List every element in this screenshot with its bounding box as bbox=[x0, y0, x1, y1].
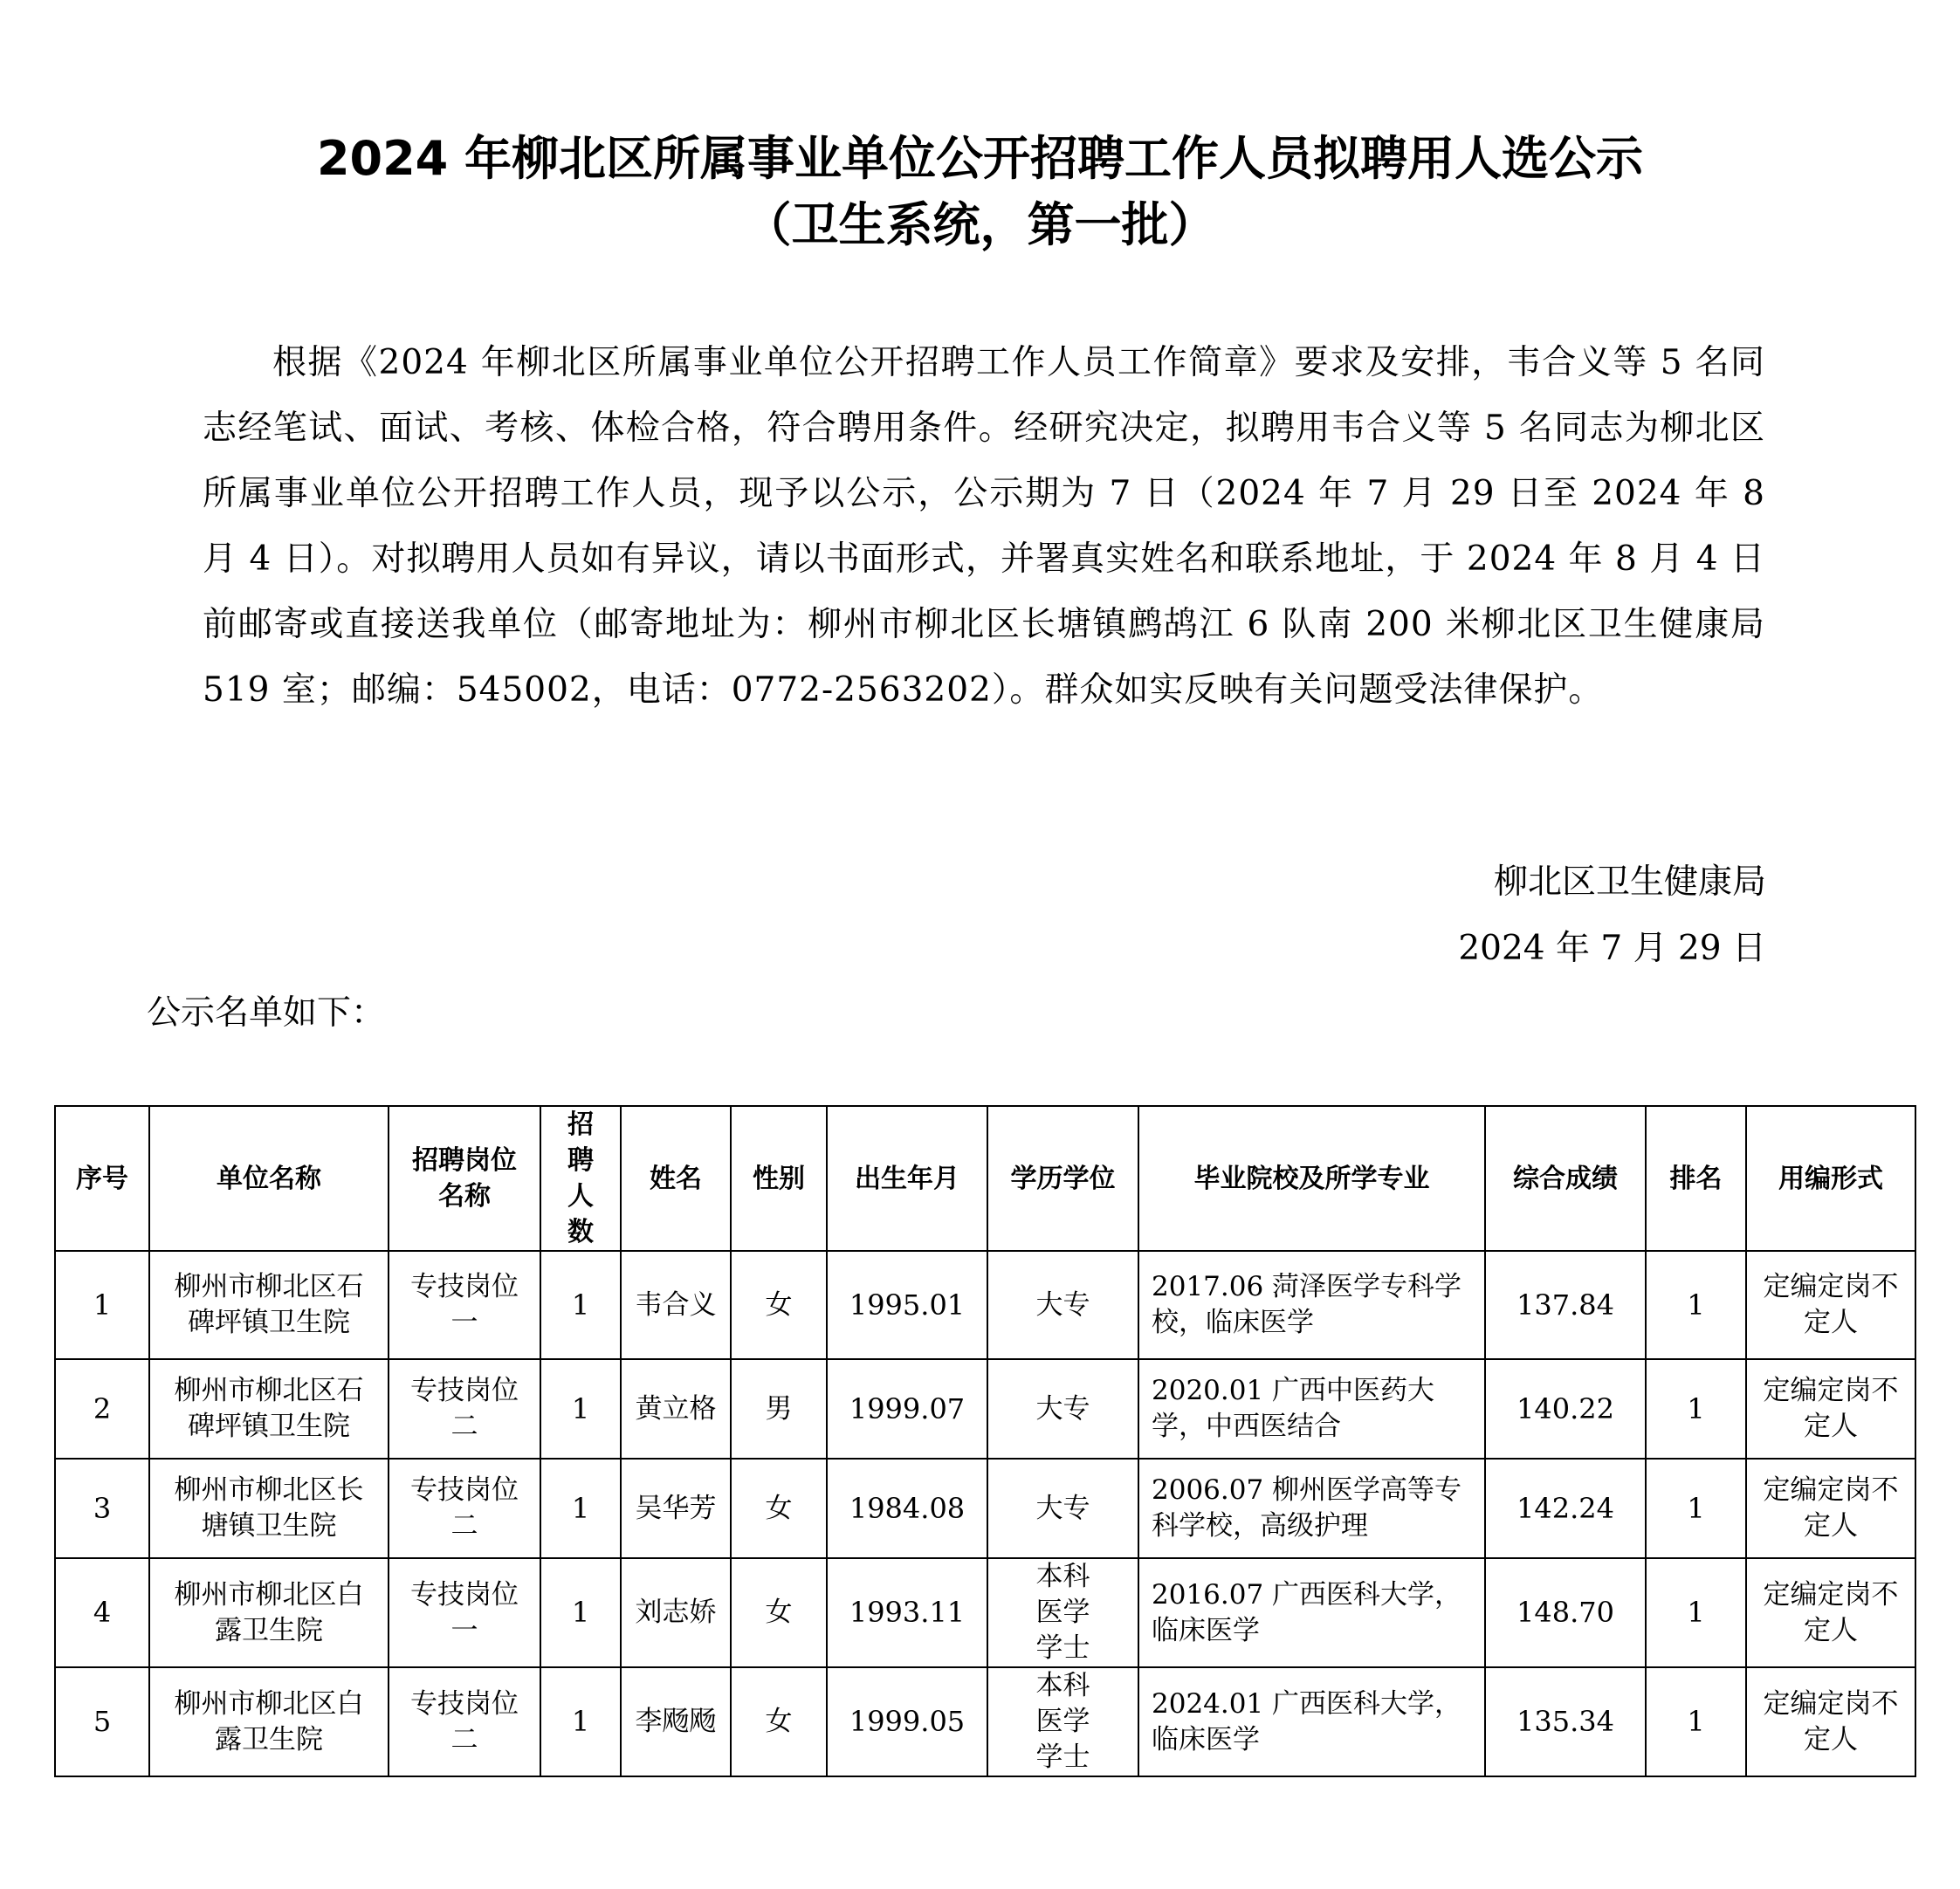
cell-staffing: 定编定岗不定人 bbox=[1746, 1251, 1915, 1359]
cell-gender: 男 bbox=[731, 1359, 827, 1459]
header-rank: 排名 bbox=[1646, 1106, 1746, 1251]
cell-name: 刘志娇 bbox=[621, 1558, 731, 1667]
cell-position: 专技岗位一 bbox=[389, 1558, 540, 1667]
cell-position: 专技岗位二 bbox=[389, 1459, 540, 1558]
cell-gender: 女 bbox=[731, 1558, 827, 1667]
list-intro: 公示名单如下： bbox=[147, 993, 386, 1033]
cell-birth: 1999.07 bbox=[827, 1359, 987, 1459]
cell-score: 148.70 bbox=[1485, 1558, 1646, 1667]
header-staffing: 用编形式 bbox=[1746, 1106, 1915, 1251]
header-unit: 单位名称 bbox=[149, 1106, 389, 1251]
cell-staffing: 定编定岗不定人 bbox=[1746, 1359, 1915, 1459]
header-score: 综合成绩 bbox=[1485, 1106, 1646, 1251]
cell-index: 3 bbox=[55, 1459, 149, 1558]
cell-rank: 1 bbox=[1646, 1558, 1746, 1667]
issue-date: 2024 年 7 月 29 日 bbox=[1458, 929, 1766, 968]
cell-school-major: 2017.06 菏泽医学专科学校，临床医学 bbox=[1138, 1251, 1485, 1359]
table-row bbox=[55, 1359, 1915, 1459]
cell-headcount: 1 bbox=[540, 1459, 621, 1558]
cell-score: 140.22 bbox=[1485, 1359, 1646, 1459]
cell-birth: 1993.11 bbox=[827, 1558, 987, 1667]
cell-rank: 1 bbox=[1646, 1459, 1746, 1558]
cell-name: 李飏飏 bbox=[621, 1667, 731, 1776]
cell-staffing: 定编定岗不定人 bbox=[1746, 1558, 1915, 1667]
cell-gender: 女 bbox=[731, 1667, 827, 1776]
candidate-table bbox=[54, 1105, 1916, 1777]
cell-education: 大专 bbox=[987, 1459, 1138, 1558]
table-header-row bbox=[55, 1106, 1915, 1251]
cell-unit: 柳州市柳北区长塘镇卫生院 bbox=[149, 1459, 389, 1558]
table-row bbox=[55, 1558, 1915, 1667]
table-row bbox=[55, 1251, 1915, 1359]
issuing-organization: 柳北区卫生健康局 bbox=[1493, 862, 1766, 902]
cell-score: 142.24 bbox=[1485, 1459, 1646, 1558]
cell-index: 5 bbox=[55, 1667, 149, 1776]
table-row bbox=[55, 1459, 1915, 1558]
cell-name: 黄立格 bbox=[621, 1359, 731, 1459]
header-birth: 出生年月 bbox=[827, 1106, 987, 1251]
cell-school-major: 2020.01 广西中医药大学，中西医结合 bbox=[1138, 1359, 1485, 1459]
header-position: 招聘岗位名称 bbox=[389, 1106, 540, 1251]
page-title: 2024 年柳北区所属事业单位公开招聘工作人员拟聘用人选公示 bbox=[316, 131, 1644, 186]
cell-birth: 1995.01 bbox=[827, 1251, 987, 1359]
cell-unit: 柳州市柳北区石碑坪镇卫生院 bbox=[149, 1251, 389, 1359]
cell-position: 专技岗位二 bbox=[389, 1359, 540, 1459]
header-headcount: 招聘人数 bbox=[540, 1106, 621, 1251]
cell-education: 大专 bbox=[987, 1251, 1138, 1359]
cell-position: 专技岗位二 bbox=[389, 1667, 540, 1776]
cell-rank: 1 bbox=[1646, 1251, 1746, 1359]
cell-education: 本科医学学士 bbox=[987, 1558, 1138, 1667]
header-education: 学历学位 bbox=[987, 1106, 1138, 1251]
cell-staffing: 定编定岗不定人 bbox=[1746, 1667, 1915, 1776]
page-subtitle: （卫生系统，第一批） bbox=[744, 197, 1216, 252]
cell-birth: 1999.05 bbox=[827, 1667, 987, 1776]
cell-school-major: 2006.07 柳州医学高等专科学校，高级护理 bbox=[1138, 1459, 1485, 1558]
cell-rank: 1 bbox=[1646, 1359, 1746, 1459]
cell-unit: 柳州市柳北区白露卫生院 bbox=[149, 1667, 389, 1776]
cell-school-major: 2024.01 广西医科大学，临床医学 bbox=[1138, 1667, 1485, 1776]
cell-score: 137.84 bbox=[1485, 1251, 1646, 1359]
cell-index: 1 bbox=[55, 1251, 149, 1359]
cell-index: 4 bbox=[55, 1558, 149, 1667]
header-index: 序号 bbox=[55, 1106, 149, 1251]
cell-name: 吴华芳 bbox=[621, 1459, 731, 1558]
header-school-major: 毕业院校及所学专业 bbox=[1138, 1106, 1485, 1251]
header-gender: 性别 bbox=[731, 1106, 827, 1251]
table-row bbox=[55, 1667, 1915, 1776]
cell-unit: 柳州市柳北区白露卫生院 bbox=[149, 1558, 389, 1667]
cell-headcount: 1 bbox=[540, 1359, 621, 1459]
cell-birth: 1984.08 bbox=[827, 1459, 987, 1558]
cell-staffing: 定编定岗不定人 bbox=[1746, 1459, 1915, 1558]
cell-education: 大专 bbox=[987, 1359, 1138, 1459]
cell-headcount: 1 bbox=[540, 1251, 621, 1359]
cell-headcount: 1 bbox=[540, 1667, 621, 1776]
cell-index: 2 bbox=[55, 1359, 149, 1459]
cell-gender: 女 bbox=[731, 1251, 827, 1359]
cell-school-major: 2016.07 广西医科大学，临床医学 bbox=[1138, 1558, 1485, 1667]
cell-rank: 1 bbox=[1646, 1667, 1746, 1776]
cell-name: 韦合义 bbox=[621, 1251, 731, 1359]
cell-unit: 柳州市柳北区石碑坪镇卫生院 bbox=[149, 1359, 389, 1459]
cell-score: 135.34 bbox=[1485, 1667, 1646, 1776]
cell-position: 专技岗位一 bbox=[389, 1251, 540, 1359]
cell-education: 本科医学学士 bbox=[987, 1667, 1138, 1776]
cell-gender: 女 bbox=[731, 1459, 827, 1558]
cell-headcount: 1 bbox=[540, 1558, 621, 1667]
announcement-body: 根据《2024 年柳北区所属事业单位公开招聘工作人员工作简章》要求及安排，韦合义等 5 名同志经笔试、面试、考核、体检合格，符合聘用条件。经研究决定，拟聘用韦合义等 5 名同志为柳北区所属事业单位公开招聘工作人员，现予以公示，公示期为 7 日（2024 年 7 月 29 日至 2024 年 8 月 4 日）。对拟聘用人员如有异议，请以书面形式，并署真实姓名和联系地址，于 2024 年 8 月 4 日前邮寄或直接送我单位（邮寄地址为：柳州市柳北区长塘镇鹧鸪江 6 队南 200 米柳北区卫生健康局 519 室；邮编：545002，电话：0772-2563202）。群众如实反映有关问题受法律保护。 bbox=[203, 343, 1765, 710]
header-name: 姓名 bbox=[621, 1106, 731, 1251]
